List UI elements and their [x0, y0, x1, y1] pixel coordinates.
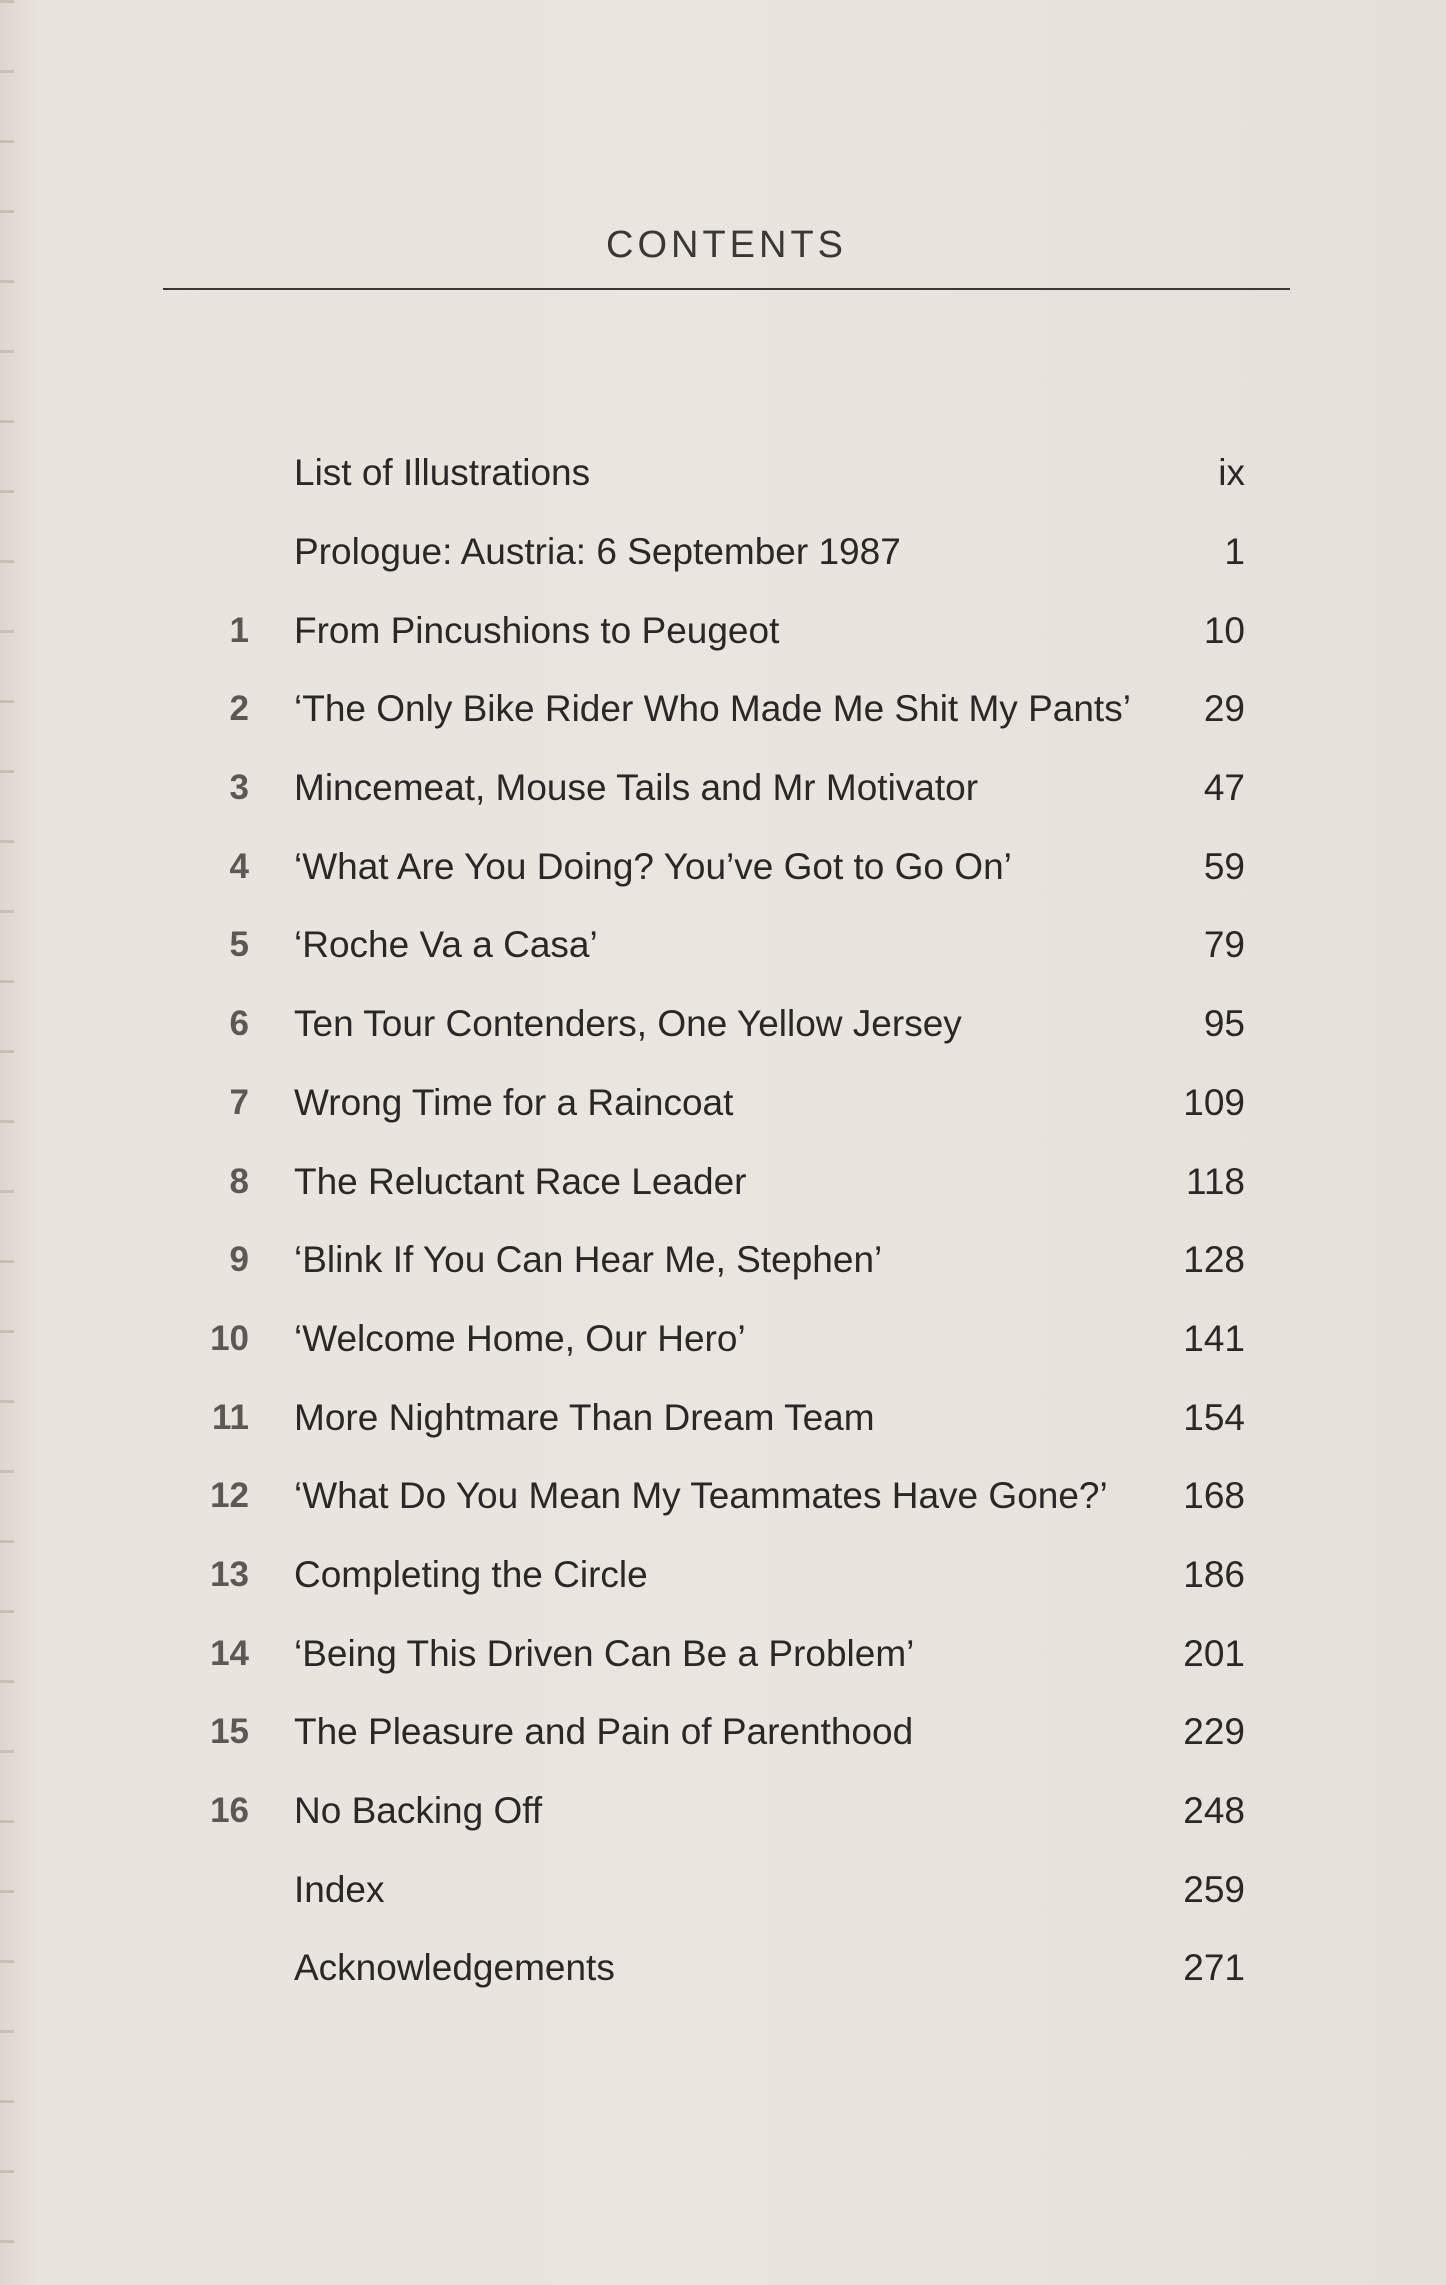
toc-entry — [163, 434, 1245, 513]
contents-header — [163, 222, 1290, 268]
chapter-number: 5 — [229, 925, 249, 965]
chapter-title: Completing the Circle — [294, 1553, 648, 1595]
toc-entry — [163, 1929, 1245, 2008]
chapter-title: Acknowledgements — [294, 1947, 615, 1989]
page-number: 1 — [1224, 531, 1245, 573]
toc-entry — [163, 985, 1245, 1064]
chapter-title: Mincemeat, Mouse Tails and Mr Motivator — [294, 767, 979, 809]
chapter-number: 3 — [229, 768, 249, 808]
chapter-number: 8 — [229, 1161, 249, 1201]
page-number: 154 — [1183, 1396, 1245, 1438]
chapter-number: 13 — [210, 1554, 249, 1594]
toc-entry — [163, 906, 1245, 985]
page-number: 47 — [1203, 767, 1245, 809]
toc-entry — [163, 749, 1245, 828]
chapter-number: 6 — [229, 1004, 249, 1044]
chapter-title: ‘The Only Bike Rider Who Made Me Shit My Pants’ — [294, 688, 1131, 730]
page-number: 79 — [1203, 924, 1245, 966]
chapter-number: 10 — [210, 1318, 249, 1358]
page-number: 95 — [1203, 1003, 1245, 1045]
chapter-title: Index — [294, 1868, 385, 1910]
table-of-contents — [163, 434, 1245, 2008]
chapter-title: ‘Blink If You Can Hear Me, Stephen’ — [294, 1239, 883, 1281]
chapter-title: The Reluctant Race Leader — [294, 1160, 747, 1202]
toc-entry — [163, 1221, 1245, 1300]
toc-entry — [163, 1457, 1245, 1536]
page-number: 271 — [1183, 1947, 1245, 1989]
chapter-title: Ten Tour Contenders, One Yellow Jersey — [294, 1003, 962, 1045]
chapter-number: 1 — [229, 610, 249, 650]
toc-entry — [163, 827, 1245, 906]
chapter-number: 7 — [229, 1082, 249, 1122]
page-title: CONTENTS — [606, 224, 847, 266]
page-binding-edge — [0, 0, 14, 2285]
chapter-number: 9 — [229, 1240, 249, 1280]
chapter-title: ‘Welcome Home, Our Hero’ — [294, 1317, 746, 1359]
toc-entry — [163, 1850, 1245, 1929]
toc-entry — [163, 1614, 1245, 1693]
chapter-number: 4 — [229, 846, 249, 886]
toc-entry — [163, 1378, 1245, 1457]
chapter-number: 12 — [210, 1476, 249, 1516]
page-number: 59 — [1203, 845, 1245, 887]
toc-entry — [163, 513, 1245, 592]
chapter-number: 15 — [210, 1712, 249, 1752]
chapter-number: 11 — [212, 1397, 249, 1437]
chapter-number: 2 — [229, 689, 249, 729]
chapter-title: ‘What Do You Mean My Teammates Have Gone?’ — [294, 1475, 1108, 1517]
chapter-title: From Pincushions to Peugeot — [294, 609, 780, 651]
page-number: 201 — [1183, 1632, 1245, 1674]
toc-entry — [163, 1064, 1245, 1143]
toc-entry — [163, 1300, 1245, 1379]
chapter-title: More Nightmare Than Dream Team — [294, 1396, 875, 1438]
chapter-title: The Pleasure and Pain of Parenthood — [294, 1711, 914, 1753]
page-number: 141 — [1183, 1317, 1245, 1359]
page-number: 118 — [1186, 1160, 1245, 1202]
page-number: 128 — [1183, 1239, 1245, 1281]
toc-entry — [163, 591, 1245, 670]
toc-entry — [163, 1772, 1245, 1851]
page-number: ix — [1218, 452, 1245, 494]
toc-entry — [163, 1536, 1245, 1615]
chapter-title: ‘What Are You Doing? You’ve Got to Go On’ — [294, 845, 1012, 887]
chapter-title: Prologue: Austria: 6 September 1987 — [294, 531, 901, 573]
page-number: 186 — [1183, 1553, 1245, 1595]
page-number: 248 — [1183, 1790, 1245, 1832]
page-number: 168 — [1183, 1475, 1245, 1517]
chapter-title: No Backing Off — [294, 1790, 543, 1832]
chapter-title: List of Illustrations — [294, 452, 591, 494]
chapter-number: 14 — [210, 1633, 249, 1673]
chapter-title: ‘Roche Va a Casa’ — [294, 924, 598, 966]
page-number: 10 — [1203, 609, 1245, 651]
chapter-title: Wrong Time for a Raincoat — [294, 1081, 734, 1123]
chapter-title: ‘Being This Driven Can Be a Problem’ — [294, 1632, 915, 1674]
toc-entry — [163, 1142, 1245, 1221]
page-number: 29 — [1203, 688, 1245, 730]
chapter-number: 16 — [210, 1791, 249, 1831]
page-number: 109 — [1183, 1081, 1245, 1123]
toc-entry — [163, 1693, 1245, 1772]
header-divider — [163, 288, 1290, 290]
page-number: 229 — [1183, 1711, 1245, 1753]
page-number: 259 — [1183, 1868, 1245, 1910]
toc-entry — [163, 670, 1245, 749]
